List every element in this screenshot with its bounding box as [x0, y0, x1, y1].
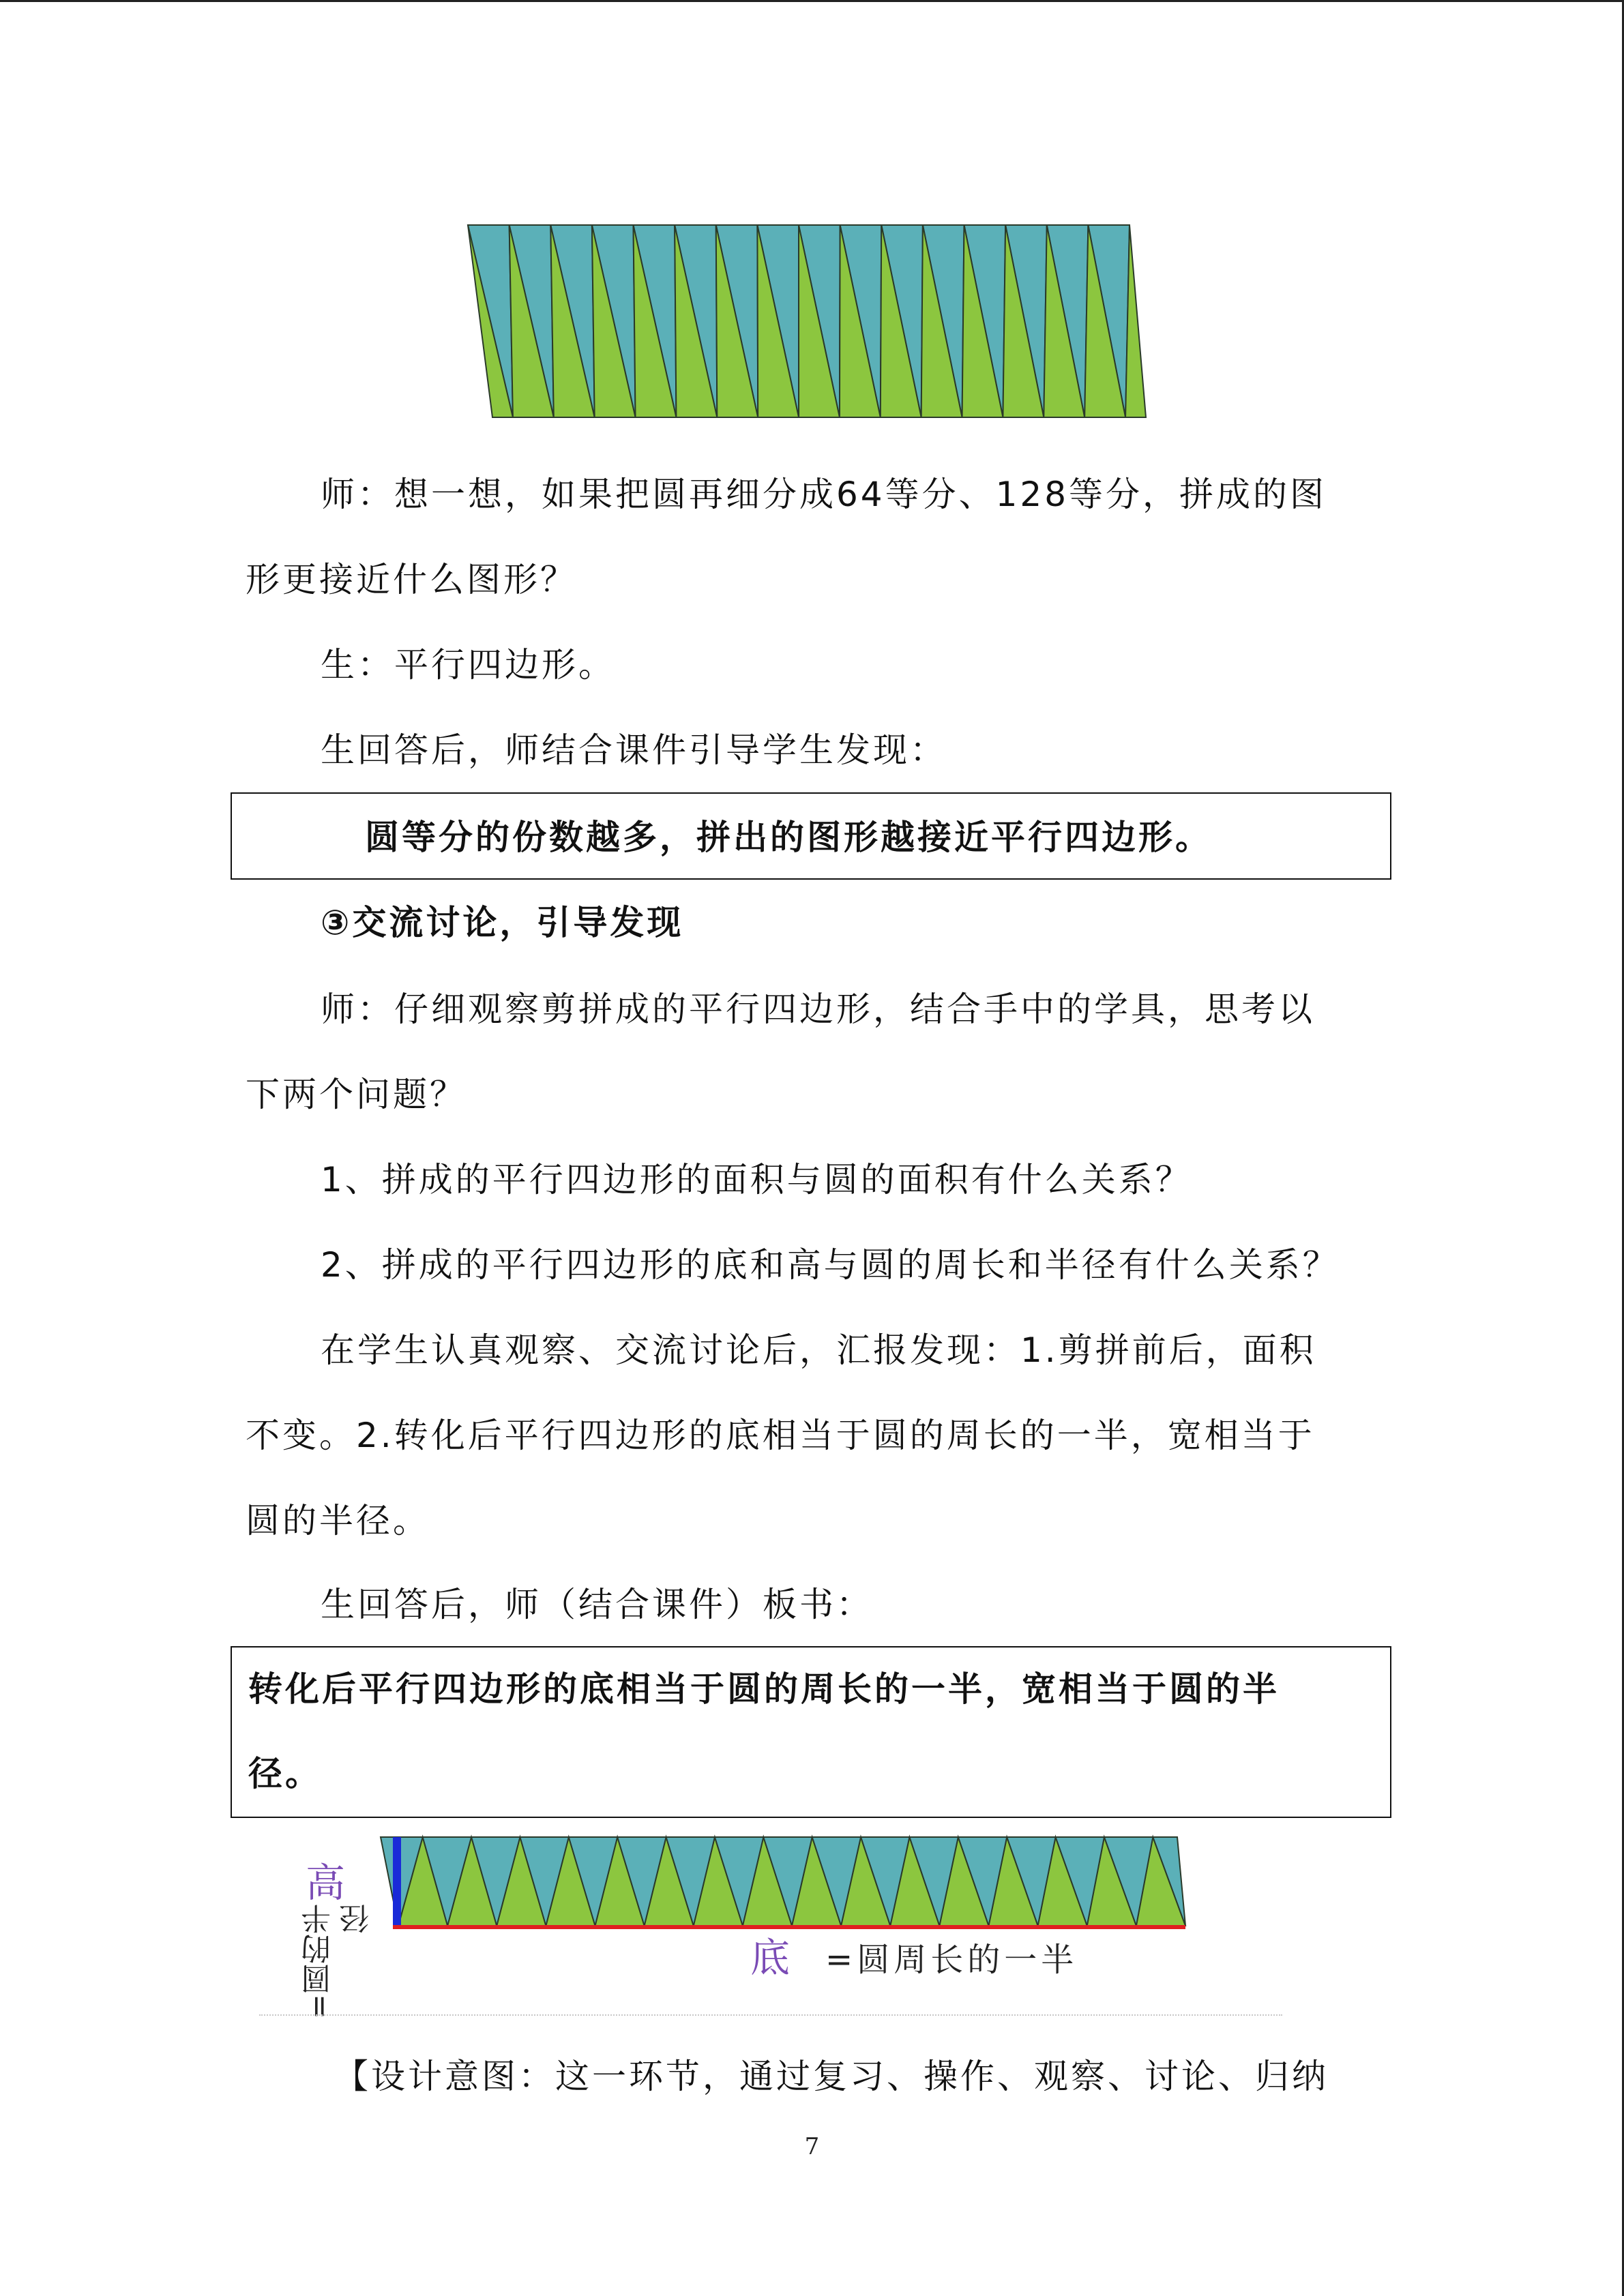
base-equals-half-circumference-label: =圆周长的一半 [825, 1941, 1078, 1979]
sector-up [1125, 225, 1146, 417]
conclusion-box-2 [231, 1646, 1391, 1818]
paragraph-teacher-observe-line1: 师：仔细观察剪拼成的平行四边形，结合手中的学具，思考以 [321, 989, 1315, 1029]
conclusion-box-2-line2: 径。 [248, 1754, 322, 1793]
paragraph-student-answer: 生：平行四边形。 [321, 645, 615, 685]
page-border-top [0, 0, 1624, 2]
paragraph-design-intent: 【设计意图：这一环节，通过复习、操作、观察、讨论、归纳 [334, 2057, 1329, 2096]
paragraph-teacher-question-line2: 形更接近什么图形？ [246, 560, 577, 599]
parallelogram-sectors-figure [467, 222, 1149, 421]
base-label: 底 [750, 1935, 791, 1981]
paragraph-teacher-question-line1: 师：想一想，如果把圆再细分成64等分、128等分，拼成的图 [321, 475, 1327, 514]
question-1: 1、拼成的平行四边形的面积与圆的面积有什么关系？ [321, 1160, 1192, 1199]
height-label: 高 [306, 1860, 346, 1906]
paragraph-report-line3: 圆的半径。 [246, 1501, 430, 1540]
question-2: 2、拼成的平行四边形的底和高与圆的周长和半径有什么关系？ [321, 1245, 1340, 1285]
paragraph-board-writing: 生回答后，师（结合课件）板书： [321, 1585, 873, 1624]
figure-divider [259, 2014, 1282, 2016]
conclusion-box-1-text: 圆等分的份数越多，拼出的图形越接近平行四边形。 [365, 818, 1212, 857]
section-heading: ③交流讨论，引导发现 [321, 903, 684, 942]
paragraph-report-line1: 在学生认真观察、交流讨论后，汇报发现：1.剪拼前后，面积 [321, 1330, 1316, 1370]
height-equals-radius-label: =圆的半径 [301, 1904, 374, 2019]
labeled-parallelogram-figure [374, 1834, 1187, 1930]
paragraph-teacher-guide: 生回答后，师结合课件引导学生发现： [321, 730, 947, 770]
conclusion-box-1 [231, 792, 1391, 880]
page-number: 7 [804, 2133, 820, 2160]
paragraph-teacher-observe-line2: 下两个问题？ [246, 1075, 467, 1114]
conclusion-box-2-line1: 转化后平行四边形的底相当于圆的周长的一半，宽相当于圆的半 [248, 1669, 1280, 1709]
paragraph-report-line2: 不变。2.转化后平行四边形的底相当于圆的周长的一半，宽相当于 [246, 1416, 1315, 1455]
